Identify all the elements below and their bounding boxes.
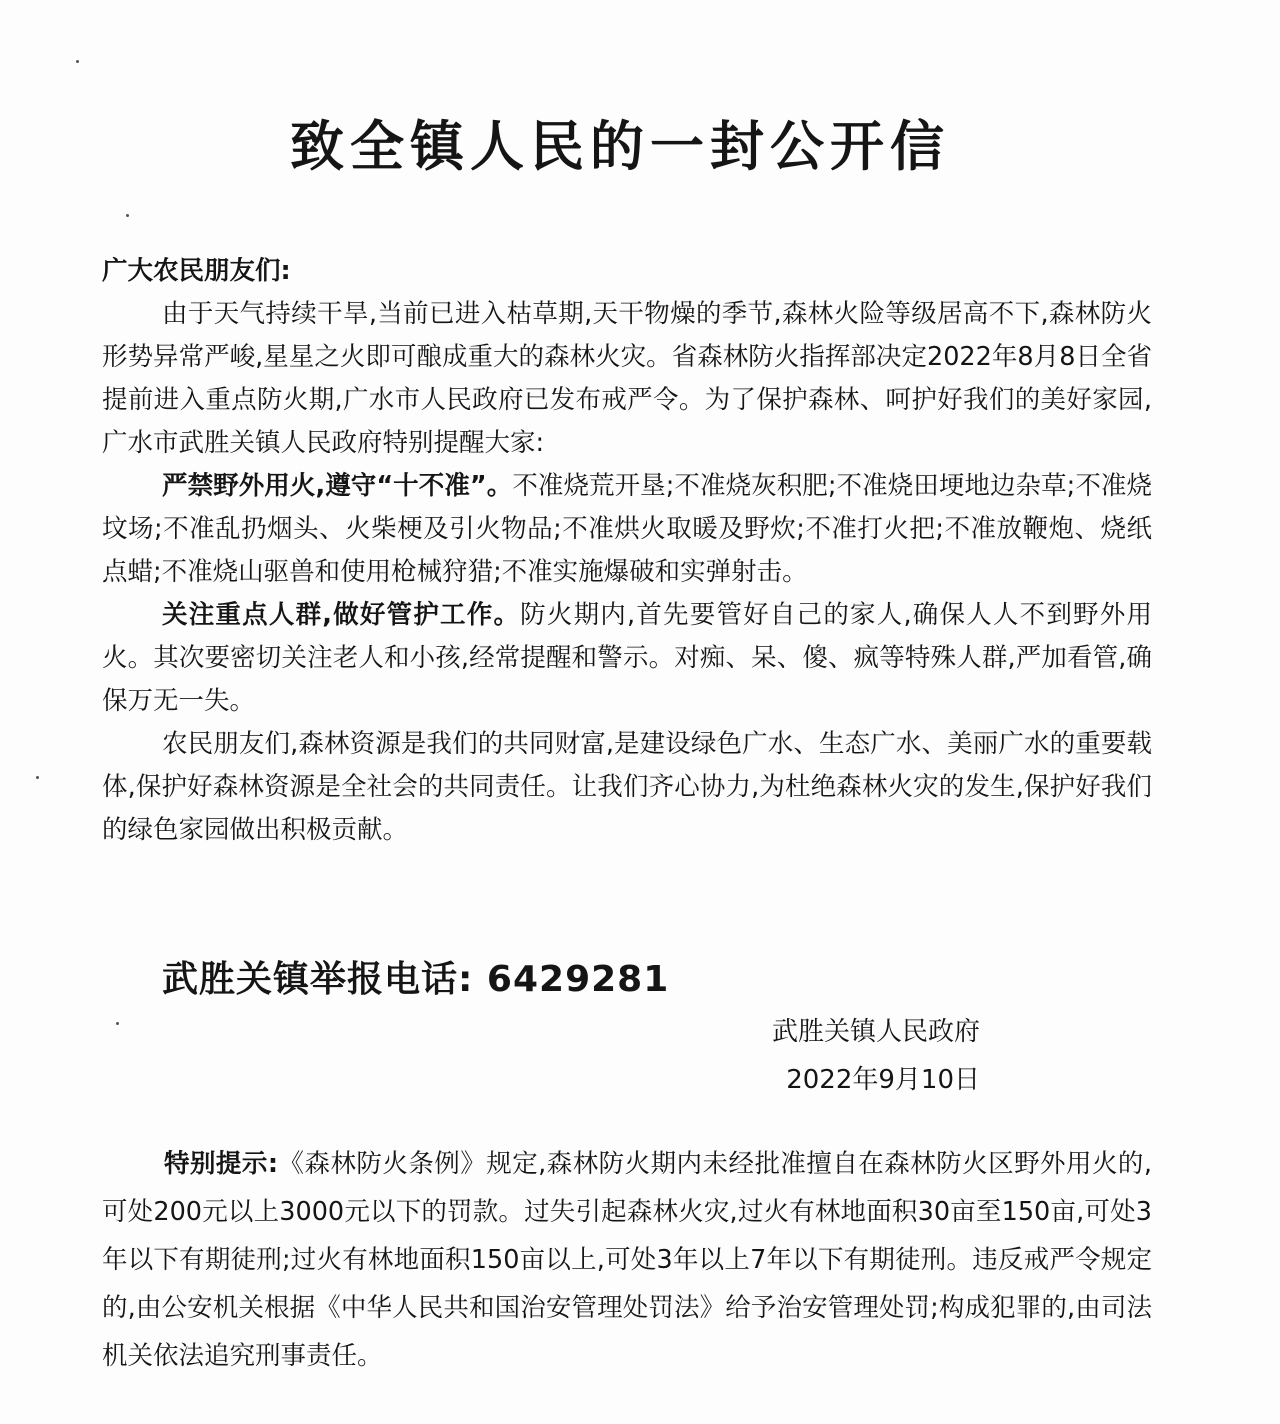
- paragraph-text: 不准烧荒开垦;不准烧灰积肥;不准烧田埂地边杂草;不准烧坟场;不准乱扔烟头、火柴梗及引火物品;不准烘火取暖及野炊;不准打火把;不准放鞭炮、烧纸点蜡;不准烧山驱兽和使用枪械狩猎;不准实施爆破和实弹射击。: [102, 471, 1152, 587]
- notice-lead: 特别提示:: [164, 1149, 279, 1179]
- signature-org: 武胜关镇人民政府: [771, 1017, 980, 1047]
- paragraph-text: 农民朋友们,森林资源是我们的共同财富,是建设绿色广水、生态广水、美丽广水的重要载体,保护好森林资源是全社会的共同责任。让我们齐心协力,为杜绝森林火灾的发生,保护好我们的绿色家园做出积极贡献。: [102, 729, 1152, 845]
- salutation: 广大农民朋友们:: [102, 256, 291, 286]
- signature-date: 2022年9月10日: [786, 1065, 980, 1095]
- paragraph-lead: 关注重点人群,做好管护工作。: [162, 600, 521, 630]
- letter-body: [102, 250, 1152, 852]
- notice-text: 《森林防火条例》规定,森林防火期内未经批准擅自在森林防火区野外用火的,可处200元以上3000元以下的罚款。过失引起森林火灾,过火有林地面积30亩至150亩,可处3年以下有期徒刑;过火有林地面积150亩以上,可处3年以上7年以下有期徒刑。违反戒严令规定的,由公安机关根据《中华人民共和国治安管理处罚法》给予治安管理处罚;构成犯罪的,由司法机关依法追究刑事责任。: [102, 1149, 1152, 1371]
- scan-speck: [116, 1022, 119, 1025]
- paragraph-text: 由于天气持续干旱,当前已进入枯草期,天干物燥的季节,森林火险等级居高不下,森林防火形势异常严峻,星星之火即可酿成重大的森林火灾。省森林防火指挥部决定2022年8月8日全省提前进入重点防火期,广水市人民政府已发布戒严令。为了保护森林、呵护好我们的美好家园,广水市武胜关镇人民政府特别提醒大家:: [102, 299, 1152, 458]
- paragraph-ten-prohibitions: [102, 465, 1152, 594]
- special-notice: [102, 1140, 1152, 1380]
- page-title: 致全镇人民的一封公开信: [290, 115, 950, 178]
- paragraph-lead: 严禁野外用火,遵守“十不准”。: [162, 471, 513, 501]
- paragraph-situation: [102, 293, 1152, 465]
- paragraph-key-groups: [102, 594, 1152, 723]
- paragraph-closing: [102, 723, 1152, 852]
- paragraph-text: 防火期内,首先要管好自己的家人,确保人人不到野外用火。其次要密切关注老人和小孩,经常提醒和警示。对痴、呆、傻、疯等特殊人群,严加看管,确保万无一失。: [102, 600, 1152, 716]
- report-hotline: 武胜关镇举报电话: 6429281: [162, 959, 670, 1000]
- scan-speck: [126, 214, 129, 217]
- scan-speck: [76, 60, 79, 63]
- scan-speck: [36, 776, 39, 779]
